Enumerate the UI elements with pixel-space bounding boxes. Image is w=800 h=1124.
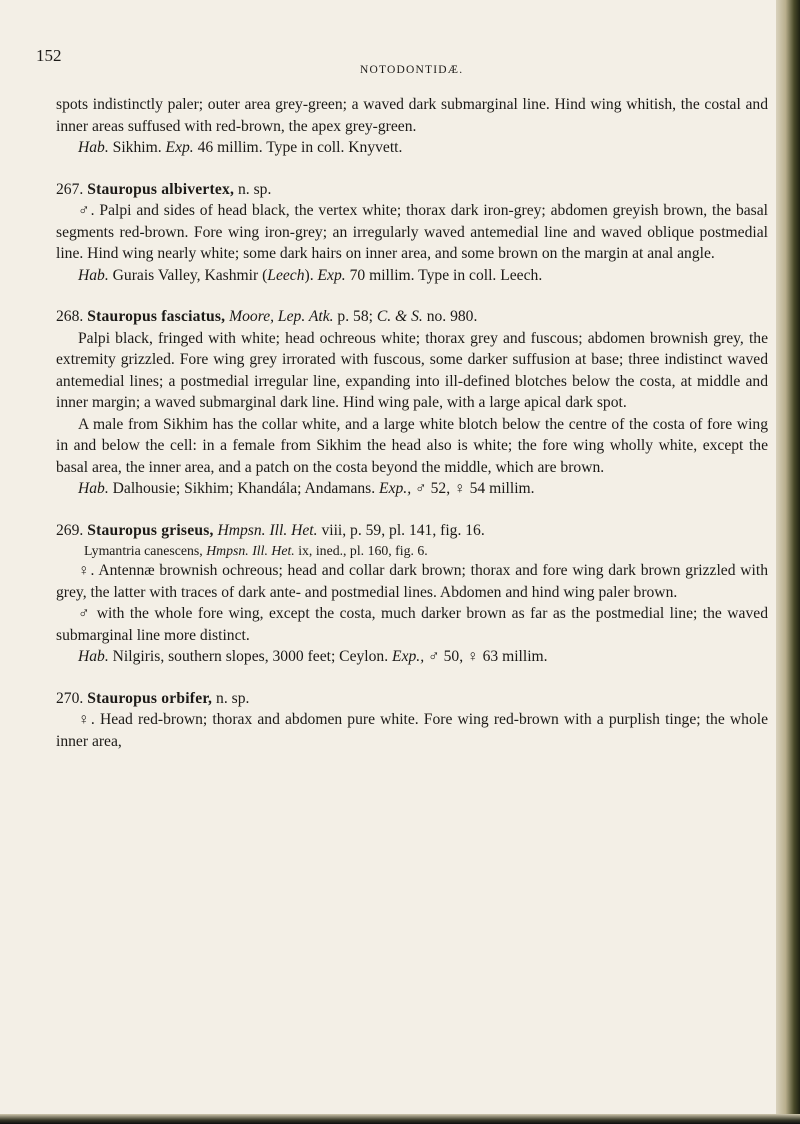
body-text	[56, 94, 768, 752]
species-description-268: Palpi black, fringed with white; head ochreous white; thorax grey and fuscous; abdomen brownish grey, the extremity grizzled. Fore wing grey irrorated with fuscous, some darker suffusion at base; three indistinct waved antemedial lines; a postmedial irregular line, expanding into ill-defined blotches below the costa, at middle and inner margin; a waved submarginal dark line. Hind wing pale, with a large apical dark spot.	[56, 329, 768, 411]
species-habitat-268: Hab. Dalhousie; Sikhim; Khandála; Andamans. Exp., ♂ 52, ♀ 54 millim.	[78, 480, 535, 497]
species-heading-268: 268. Stauropus fasciatus, Moore, Lep. Atk. p. 58; C. & S. no. 980.	[56, 308, 478, 325]
page-edge-shadow	[776, 0, 800, 1124]
species-habitat-269: Hab. Nilgiris, southern slopes, 3000 feet; Ceylon. Exp., ♂ 50, ♀ 63 millim.	[78, 648, 548, 665]
species-description-267: ♂. Palpi and sides of head black, the vertex white; thorax dark iron-grey; abdomen greyish brown, the basal segments red-brown. Fore wing iron-grey; an irregularly waved antemedial line and waved oblique postmedial line. Hind wing nearly white; some dark hairs on inner area, and some brown on the margin at anal angle.	[56, 202, 768, 262]
species-habitat-267: Hab. Gurais Valley, Kashmir (Leech). Exp. 70 millim. Type in coll. Leech.	[78, 266, 543, 284]
running-head: NOTODONTIDÆ.	[360, 64, 464, 76]
species-note-268: A male from Sikhim has the collar white, and a large white blotch below the centre of the costa of fore wing in and below the cell: in a female from Sikhim the head also is white; the fore wing wholly white, except the basal area, the inner area, and a patch on the costa beyond the middle, which are brown.	[56, 415, 768, 476]
species-synonym-269: Lymantria canescens, Hmpsn. Ill. Het. ix, ined., pl. 160, fig. 6.	[84, 543, 428, 558]
species-heading-269: 269. Stauropus griseus, Hmpsn. Ill. Het. viii, p. 59, pl. 141, fig. 16.	[56, 521, 485, 539]
species-note-269: ♂ with the whole fore wing, except the costa, much darker brown as far as the postmedial line; the waved submarginal line more distinct.	[56, 605, 768, 644]
species-description-269: ♀. Antennæ brownish ochreous; head and collar dark brown; thorax and fore wing dark brown grizzled with grey, the latter with traces of dark ante- and postmedial lines. Abdomen and hind wing paler brown.	[56, 562, 768, 601]
species-heading-267: 267. Stauropus albivertex, n. sp.	[56, 180, 272, 198]
page-number: 152	[36, 46, 62, 65]
continuation-habitat: Hab. Sikhim. Exp. 46 millim. Type in coll. Knyvett.	[78, 139, 403, 156]
page-bottom-edge	[0, 1114, 800, 1124]
species-description-270: ♀. Head red-brown; thorax and abdomen pure white. Fore wing red-brown with a purplish tinge; the whole inner area,	[56, 711, 768, 750]
species-heading-270: 270. Stauropus orbifer, n. sp.	[56, 689, 250, 707]
continuation-description: spots indistinctly paler; outer area grey-green; a waved dark submarginal line. Hind wing whitish, the costal and inner areas suffused with red-brown, the apex grey-green.	[56, 96, 768, 135]
